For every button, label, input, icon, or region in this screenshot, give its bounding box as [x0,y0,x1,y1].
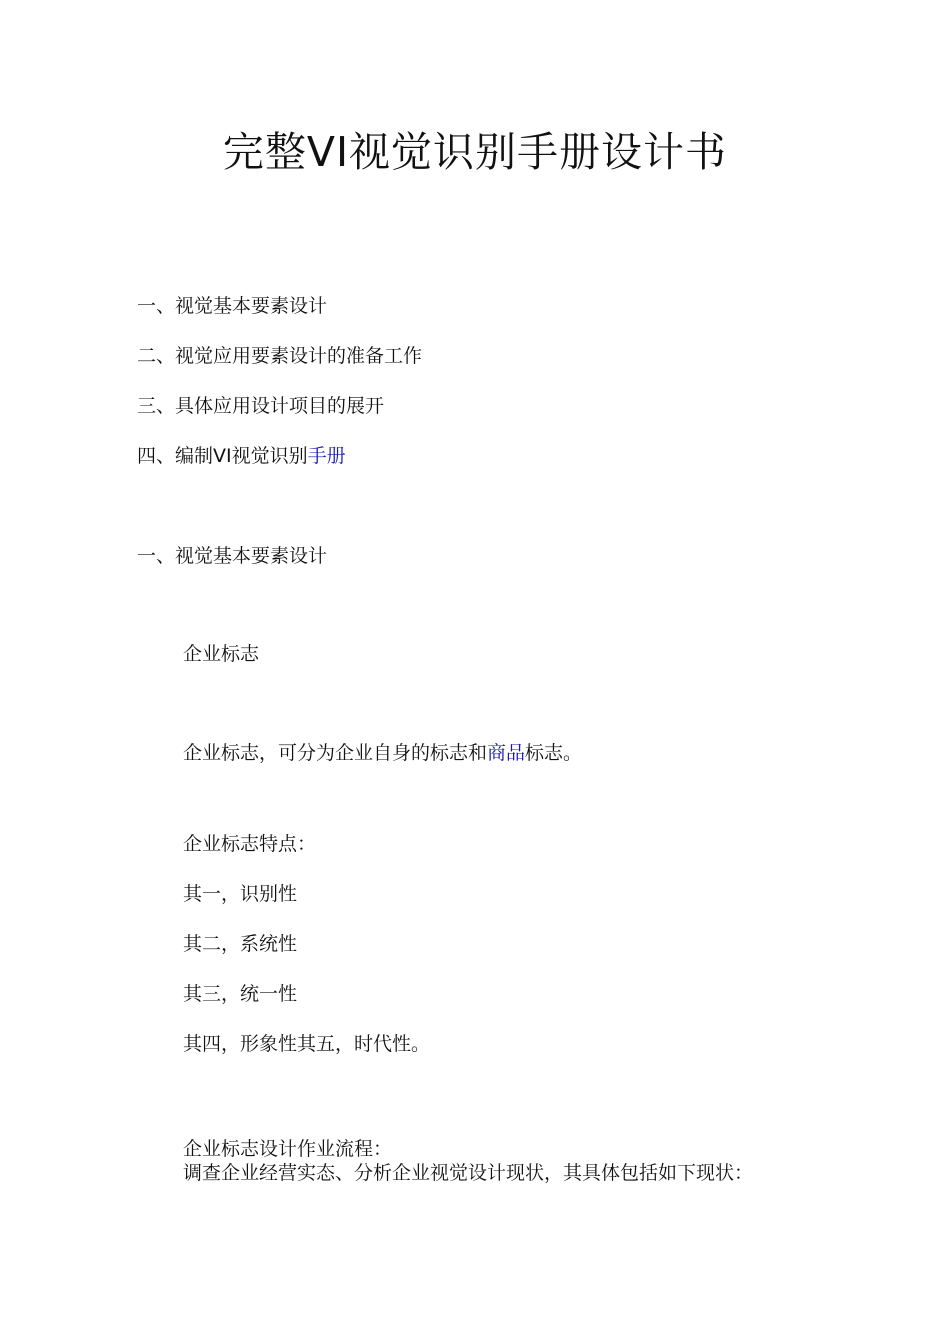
toc-item-4-text: 四、编制VI视觉识别 [137,445,308,467]
paragraph-text-before: 企业标志，可分为企业自身的标志和 [183,742,488,764]
feature-item-4: 其四，形象性其五，时代性。 [183,1033,431,1055]
paragraph-text-after: 标志。 [525,742,583,764]
toc-item-3: 三、具体应用设计项目的展开 [137,395,385,417]
feature-item-2: 其二，系统性 [183,933,298,955]
features-heading: 企业标志特点： [183,833,317,855]
goods-link[interactable]: 商品 [487,742,526,764]
manual-link[interactable]: 手册 [307,445,346,467]
document-title: 完整VI视觉识别手册设计书 [222,128,728,176]
process-heading: 企业标志设计作业流程： [183,1138,393,1160]
section-heading: 一、视觉基本要素设计 [137,545,328,567]
toc-item-1: 一、视觉基本要素设计 [137,295,328,317]
subheading-logo: 企业标志 [183,643,260,665]
process-line: 调查企业经营实态、分析企业视觉设计现状，其具体包括如下现状： [183,1162,754,1184]
feature-item-1: 其一，识别性 [183,883,298,905]
toc-item-4 [137,443,346,469]
toc-item-2: 二、视觉应用要素设计的准备工作 [137,345,423,367]
paragraph-logo-types [183,740,582,766]
feature-item-3: 其三，统一性 [183,983,298,1005]
